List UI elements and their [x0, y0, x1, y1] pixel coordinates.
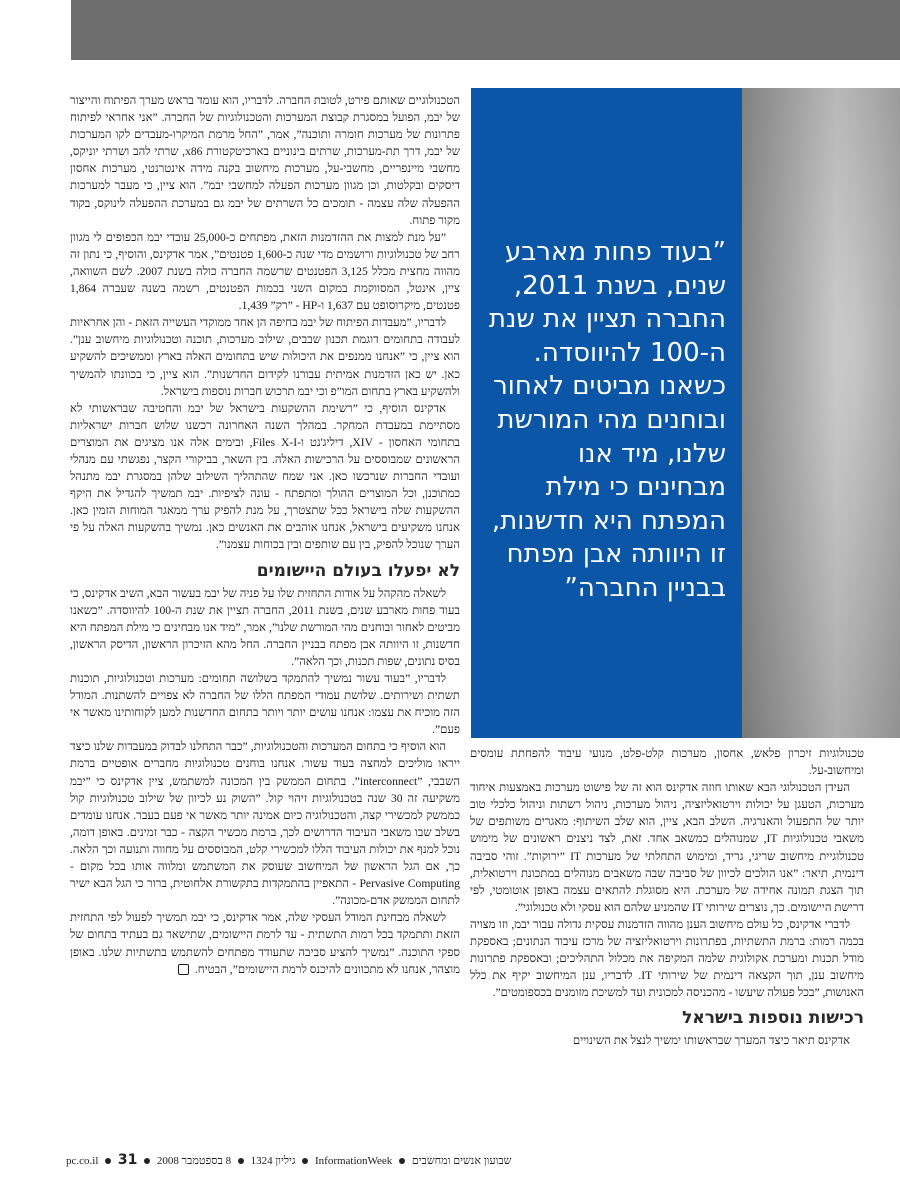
- section-heading: רכישות נוספות בישראל: [682, 1008, 864, 1029]
- website: pc.co.il: [66, 1155, 99, 1167]
- right-article-column: [470, 745, 864, 1050]
- bullet-icon: [144, 1158, 150, 1164]
- issue-number: גיליון 1324: [250, 1155, 296, 1167]
- paragraph: לדבריו, ”מעבדות הפיתוח של יבמ בחיפה הן אחד ממוקדי העשייה הזאת - והן אחראיות לעבודה בתחומים דוגמת תכנון שבבים, שילוב מערכות, תוכנה וטכנולוגיות מיחשוב ענן”. הוא ציין, כי ”אנחנו ממנפים את היכולות שיש בתחומים האלה בארץ וממשיכים להשקיע כאן. יש כאן הזדמנות אמיתית עבורנו לקידום החדשנות”. הוא ציין, כי בכוונתו להמשיך ולהשקיע בארץ בתחום המו”פ וכי יבמ תרכוש חברות נוספות בישראל.: [70, 316, 460, 398]
- paragraph: אדקינס הוסיף, כי ”רשימת ההשקעות בישראל של יבמ והחטיבה שבראשותי לא מסתיימת במעבדת המחקר. במהלך השנה האחרונה רכשנו שלוש חברות ישראליות בתחומי האחסון - XIV, דיליג'נט ו-Files X-I, ובימים אלה אנו מציגים את המוצרים הראשונים שמבוססים על הרכישות האלה. בין השאר, בביקורי הקצר, נפגשתי עם מנהלי ועובדי החברות שנרכשו כאן. אני שמח שהתהליך השילוב שלהן במסגרת יבמ מתנהל כמתוכנן, וכל המוצרים ההולך ומתפתח - עונה לציפיות. יבמ תמשיך להגדיל את היקף ההשקעות שלה בישראל ככל שתצטרך, על מנת להפיק ערך ממאגר המוחות הזמין כאן. אנחנו משקיעים בישראל, אנחנו אוהבים את האנשים כאן. נמשיך בהשקעות האלה על פי הערך שנוכל להפיק, בין עם שותפים ובין בכוחות עצמנו”.: [70, 401, 460, 552]
- magazine-name: שבועון אנשים ומחשבים: [411, 1155, 512, 1167]
- pull-quote-box: [471, 88, 742, 738]
- end-of-article-icon: [178, 964, 189, 975]
- paragraph: העידן הטכנולוגי הבא שאותו חוזה אדקינס הוא זה של פישוט מערכות באמצעות איחוד מערכות, הטעגן על יכולות וירטואליזציה, ניהול מערכות, ניהול רשתות וניהול כלכלי טוב יותר של התפעול והאנרגיה. השלב הבא, ציין, הוא שלב השיתוף: מאגרים משותפים של משאבי טכנולוגיות IT, שמנוהלים כמשאב אחד. זאת, לצד ניצנים ראשונים של מימוש טכנולוגיית מיחשוב שריגי, גריד, ומימוש התחלתי של מערכות IT ”ירוקות”. זוהי סביבה דינמית, תיאר: ”אנו הולכים לכיוון של סביבה שבה משאבים מנוהלים במתכונת וירטואלית, תוך הצגת תמונה אחידה של מערכת. היא מסוגלת להתאים עצמה באופן אוטומטי, לפי דרישת היישומים. כך, נוצרים שירותי IT שהמניע שלהם הוא עסקי ולא טכנולוגי”.: [470, 781, 865, 914]
- issue-date: 8 בספטמבר 2008: [156, 1155, 232, 1167]
- paragraph: הטכנולוגיים שאותם פירט, לטובת החברה. לדבריו, הוא עומד בראש מערך הפיתוח והייצור של יבמ, הפועל במסגרת קבוצת המערכות והטכנולוגיות של החברה. ”אני אחראי לפיתוח פתרונות של מערכות חומרה ותוכנה”, אמר, ”החל מרמת המיקרו-מעבדים לקו המערכות של יבמ, דרך תת-מערכות, שרתים בינוניים בארכיטקטורת x86, שרתי להב ושרתי יוניקס, מחשבי מיינפריים, מחשבי-על, מערכות מיחשוב בקנה מידה אינטרנטי, מערכות אחסון דיסקים ובקלטות, וכן מגוון מערכות הפעלה למחשבי יבמ”. הוא ציין, כי מעבר למערכות ההפעלה שלה עצמה - תומכים כל השרתים של יבמ גם במערכת ההפעלה לינוקס, בקוד מקור פתוח.: [70, 94, 460, 227]
- paragraph: אדקינס תיאר כיצד המערך שבראשותו ימשיך לנצל את השינויים: [572, 1034, 850, 1048]
- paragraph: לדבריו, ”בעוד עשור נמשיך להתמקד בשלושה תחומים: מערכות וטכנולוגיות, תוכנות תשתית ושירותים. שלושת עמודי המפתח הללו של החברה לא צפויים להשתנות. המודל הזה מוכיח את עצמו: אנחנו עושים יותר ויותר בתחום החדשנות למען לקוחותינו מאשר אי פעם”.: [70, 672, 460, 737]
- pull-quote: ”בעוד פחות מארבע שנים, בשנת 2011, החברה תציין את שנת ה-100 להיווסדה. כשאנו מביטים לאחור ובוחנים מהי המורשת שלנו, מיד אנו מבחינים כי מילת המפתח היא חדשנות, זו היוותה אבן מפתח בבניין החברה”: [488, 237, 726, 603]
- bullet-icon: [238, 1158, 244, 1164]
- publication-name: InformationWeek: [315, 1155, 393, 1167]
- bullet-icon: [302, 1158, 308, 1164]
- section-heading: לא יפעלו בעולם היישומים: [256, 560, 460, 581]
- paragraph: הוא הוסיף כי בתחום המערכות והטכנולוגיות, ”כבר התחלנו לבדוק במעבדות שלנו כיצד ייראו מוליכים למחצה בעוד עשור. אנחנו בוחנים טכנולוגיות מחברים אופטיים ברמת השבבי, ”interconnect”. בתחום הממשק בין המכונה למשתמש, ציין אדקינס כי ”יבמ משקיעה זה 30 שנה בטכנולוגיות זיהוי קול. ”השוק נע לכיוון של שילוב טכנולוגיות קול כממשק למכשירי קצה, והטכנולוגיה כיום אמינה יותר מאשר אי פעם בעבר. אנחנו עומדים בשלב שבו משאבי העיבוד הדרושים לכך, ברמת מכשיר הקצה - כבר זמינים. באופן דומה, נוכל למנף את יכולות העיבוד הללו למכשירי קלט, המבוססים על מחווה ותנועה וכך הלאה. כך, אם הגל הראשון של המיחשוב שעוסק את המשתמש ומלווה אותו בכל מקום - Pervasive Computing - התאפיין בהתמקדות בתקשורת אלחוטית, ברור כי הגל הבא ישיר לתחום הממשק אדם-מכונה”.: [70, 740, 460, 908]
- header-bar: [71, 0, 900, 60]
- paragraph: טכנולוגיות זיכרון פלאש, אחסון, מערכות קלט-פלט, מנועי עיבוד להפחתת עומסים ומיחשוב-על.: [470, 747, 864, 778]
- page-footer: [66, 1152, 826, 1168]
- page-number: 31: [117, 1152, 138, 1168]
- paragraph-text: לשאלה מבחינת המודל העסקי שלה, אמר אדקינס, כי יבמ תמשיך לפעול לפי התחזית הזאת ותתמקד בכל רמות התשתית - עד לרמת היישומים, שתישאר גם בעתיד בתחום של ספקי התוכנה. ”נמשיך להציע סביבה שתעודד מפתחים להשתמש בתשתיות שלנו. באופן מוצהר, אנחנו לא מתכוונים להיכנס לרמת היישומים”, הבטיח.: [70, 911, 460, 976]
- paragraph: לדברי אדקינס, כל עולם מיחשוב הענן מהווה הזדמנות עסקית גדולה עבור יבמ, וזו מצויה בכמה רמות: ברמת התשתיות, בפתרונות וירטואליזציה של מרכז עיבוד הנתונים; באספקת מודל תכנות ומערכת אקולוגית שלמה המקיפה את מכלול התהליכים; ובאספקת פתרונות מיחשוב ענן, תוך הקצאה דינמית של שירותי IT. לדבריו, ענן המיחשוב יקיף את כלל האנושות, ”בכל פעולה שיעשו - מהכניסה למכונית ועד למשיכת מזומנים בכספומטים”.: [470, 917, 864, 1000]
- bullet-icon: [399, 1158, 405, 1164]
- left-article-column: [70, 92, 460, 978]
- paragraph: לשאלה מהקהל על אודות התחזית שלו על פניה של יבמ בעשור הבא, השיב אדקינס, כי בעוד פחות מארבע שנים, בשנת 2011, החברה תציין את שנת ה-100 להיווסדה. ”כשאנו מביטים לאחור ובוחנים מהי המורשת שלנו”, אמר, ”מיד אנו מבחינים כי מילת המפתח היא חדשנות, זו היוותה אבן מפתח בבניין החברה. החל מהא הזיכרון הראשון, הדיסק הראשון, בסיס נתונים, שפות תכנות, וכך הלאה”.: [70, 586, 460, 668]
- bullet-icon: [105, 1158, 111, 1164]
- paragraph: [70, 909, 460, 977]
- paragraph: ”על מנת למצות את ההזדמנות הזאת, מפתחים כ-25,000 עובדי יבמ הכפופים לי מגוון רחב של טכנולוגיות ורושמים מדי שנה כ-1,600 פטנטים”, אמר אדקינס, והוסיף, כי נתון זה מהווה מחצית מכלל 3,125 הפטנטים שרשמה החברה כולה בשנת 2007. לשם השוואה, ציין, אינטל, המסווקמת במקום השני בכמות הפטנטים, רשמה בשנה שעברה 1,864 פטנטים, מיקרוסופט עם 1,637 ו-HP - ”רק” 1,439.: [70, 230, 460, 313]
- portrait-photo: [742, 88, 900, 738]
